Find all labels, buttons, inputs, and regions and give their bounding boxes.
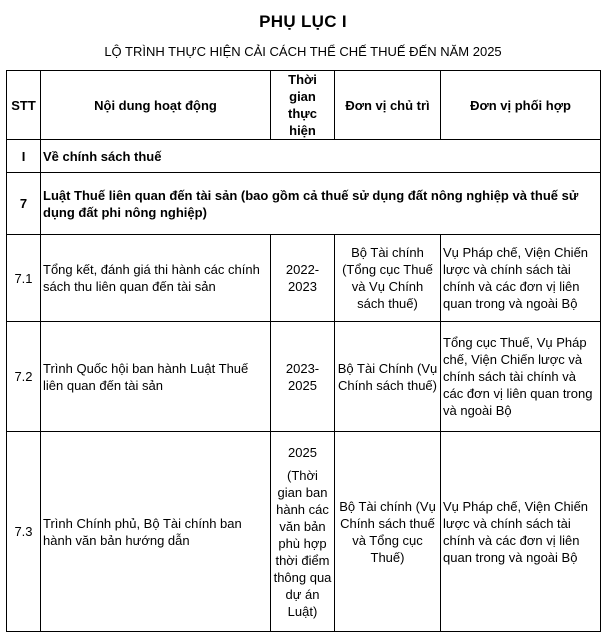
row-time bbox=[271, 432, 335, 632]
row-time-year: 2025 bbox=[288, 444, 317, 460]
row-time: 2023-2025 bbox=[271, 322, 335, 432]
row-partner: Vụ Pháp chế, Viện Chiến lược và chính sách tài chính và các đơn vị liên quan trong và ngoài Bộ bbox=[441, 235, 601, 322]
header-stt: STT bbox=[7, 71, 41, 140]
row-stt: 7.2 bbox=[7, 322, 41, 432]
row-partner: Vụ Pháp chế, Viện Chiến lược và chính sách tài chính và các đơn vị liên quan trong và ngoài Bộ bbox=[441, 432, 601, 632]
row-stt: 7.3 bbox=[7, 432, 41, 632]
row-activity: Trình Chính phủ, Bộ Tài chính ban hành văn bản hướng dẫn bbox=[41, 432, 271, 632]
group-stt: 7 bbox=[7, 173, 41, 235]
header-activity: Nội dung hoạt động bbox=[41, 71, 271, 140]
row-time: 2022-2023 bbox=[271, 235, 335, 322]
row-activity: Trình Quốc hội ban hành Luật Thuế liên quan đến tài sản bbox=[41, 322, 271, 432]
row-partner: Tổng cục Thuế, Vụ Pháp chế, Viện Chiến lược và chính sách tài chính và các đơn vị liên quan trong và ngoài Bộ bbox=[441, 322, 601, 432]
header-time: Thời gian thực hiện bbox=[271, 71, 335, 140]
row-stt: 7.1 bbox=[7, 235, 41, 322]
appendix-title: PHỤ LỤC I bbox=[259, 12, 347, 31]
table-row bbox=[7, 432, 601, 632]
group-label: Luật Thuế liên quan đến tài sản (bao gồm cả thuế sử dụng đất nông nghiệp và thuế sử dụng đất phi nông nghiệp) bbox=[41, 173, 601, 235]
row-lead: Bộ Tài Chính (Vụ Chính sách thuế) bbox=[335, 322, 441, 432]
header-lead: Đơn vị chủ trì bbox=[335, 71, 441, 140]
section-row bbox=[7, 140, 601, 173]
row-activity: Tổng kết, đánh giá thi hành các chính sách thu liên quan đến tài sản bbox=[41, 235, 271, 322]
row-time-note: (Thời gian ban hành các văn bản phù hợp thời điểm thông qua dự án Luật) bbox=[273, 467, 332, 619]
group-row bbox=[7, 173, 601, 235]
section-stt: I bbox=[7, 140, 41, 173]
roadmap-table bbox=[6, 70, 601, 632]
row-lead: Bộ Tài chính (Vụ Chính sách thuế và Tổng cục Thuế) bbox=[335, 432, 441, 632]
header-partner: Đơn vị phối hợp bbox=[441, 71, 601, 140]
section-label: Về chính sách thuế bbox=[41, 140, 601, 173]
header-row bbox=[7, 71, 601, 140]
appendix-subtitle: LỘ TRÌNH THỰC HIỆN CẢI CÁCH THỂ CHẾ THUẾ ĐẾN NĂM 2025 bbox=[104, 44, 502, 59]
table-row bbox=[7, 322, 601, 432]
table-row bbox=[7, 235, 601, 322]
row-lead: Bộ Tài chính (Tổng cục Thuế và Vụ Chính sách thuế) bbox=[335, 235, 441, 322]
